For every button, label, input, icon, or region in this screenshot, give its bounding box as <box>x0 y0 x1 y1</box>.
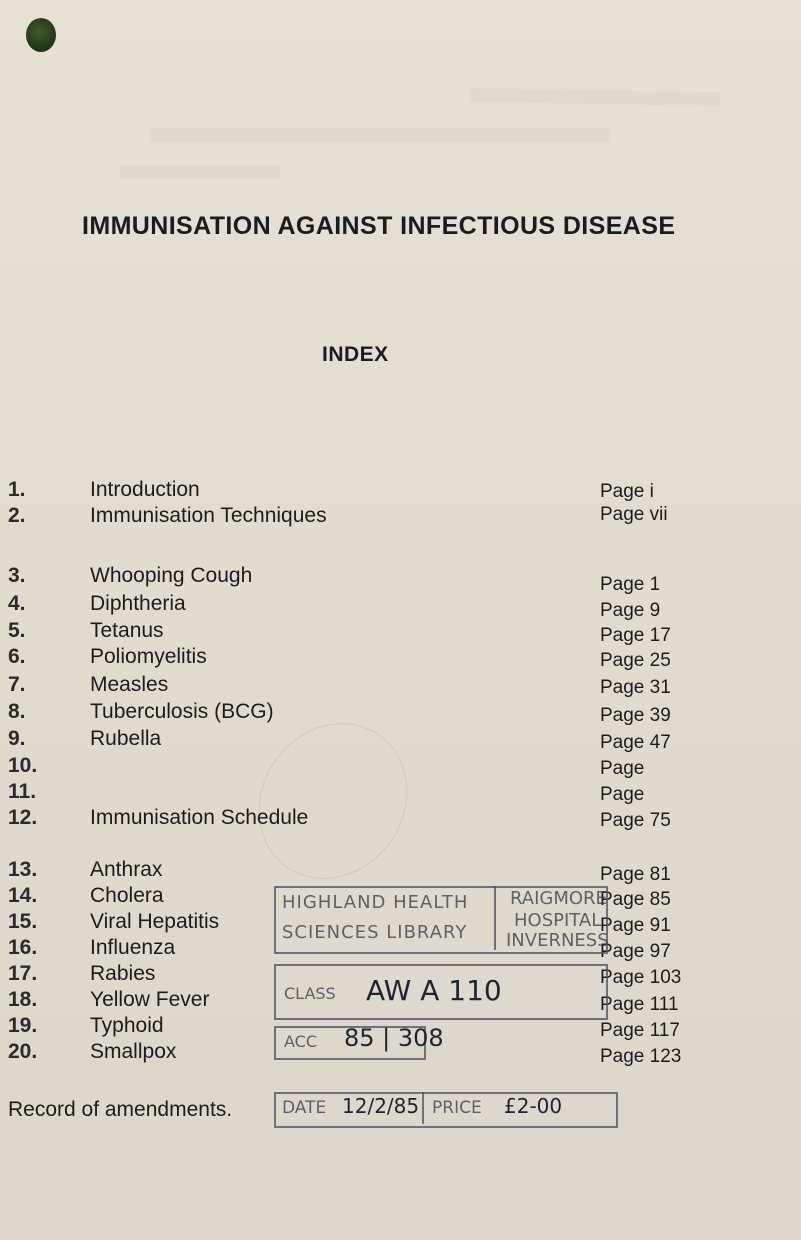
entry-number: 2. <box>8 504 26 527</box>
entry-title: Viral Hepatitis <box>90 910 220 933</box>
entry-number: 12. <box>8 806 38 829</box>
entry-number: 1. <box>8 478 26 501</box>
stamp-label: CLASS <box>284 984 336 1003</box>
entry-number: 4. <box>8 592 26 615</box>
entry-page: Page <box>600 758 645 779</box>
stamp-text: INVERNESS <box>506 930 609 951</box>
entry-title: Influenza <box>90 936 176 959</box>
stamp-handwritten-value: 85 | 308 <box>344 1024 444 1052</box>
entry-title: Tetanus <box>90 619 164 642</box>
index-heading: INDEX <box>322 343 389 366</box>
library-stamp <box>262 886 609 1064</box>
entry-page: Page i <box>600 481 654 502</box>
entry-page: Page 25 <box>600 650 671 671</box>
index-entry <box>0 592 801 622</box>
stamp-divider <box>494 886 496 950</box>
bleed-through <box>120 165 280 179</box>
stamp-label: PRICE <box>432 1098 482 1118</box>
entry-number: 11. <box>8 780 37 803</box>
entry-title: Immunisation Schedule <box>90 806 309 829</box>
entry-page: Page 9 <box>600 600 661 621</box>
entry-page: Page 75 <box>600 810 671 831</box>
index-entry <box>0 700 801 730</box>
stamp-handwritten-value: £2-00 <box>504 1094 563 1118</box>
index-entry <box>0 504 801 534</box>
entry-page: Page 123 <box>600 1046 682 1067</box>
entry-number: 17. <box>8 962 38 985</box>
entry-number: 6. <box>8 645 26 668</box>
punch-hole <box>26 18 56 52</box>
stamp-handwritten-value: AW A 110 <box>366 974 502 1007</box>
bleed-through <box>470 88 720 106</box>
entry-number: 10. <box>8 754 38 777</box>
entry-page: Page 85 <box>600 889 671 910</box>
entry-number: 20. <box>8 1040 38 1063</box>
stamp-label: ACC <box>284 1032 318 1051</box>
record-of-amendments: Record of amendments. <box>8 1098 233 1121</box>
entry-number: 18. <box>8 988 38 1011</box>
stamp-handwritten-value: 12/2/85 <box>342 1094 420 1118</box>
entry-page: Page 1 <box>600 574 661 595</box>
entry-page: Page 17 <box>600 625 671 646</box>
entry-title: Poliomyelitis <box>90 645 207 668</box>
library-stamp-row <box>262 1092 562 1132</box>
index-entry <box>0 727 801 757</box>
bleed-through <box>150 128 610 142</box>
entry-number: 14. <box>8 884 38 907</box>
entry-number: 9. <box>8 727 26 750</box>
entry-page: Page vii <box>600 504 668 525</box>
entry-number: 16. <box>8 936 38 959</box>
entry-title: Diphtheria <box>90 592 186 615</box>
stamp-text: SCIENCES LIBRARY <box>282 922 468 943</box>
document-title: IMMUNISATION AGAINST INFECTIOUS DISEASE <box>82 212 676 240</box>
entry-number: 8. <box>8 700 26 723</box>
stamp-divider <box>422 1092 424 1124</box>
entry-title: Typhoid <box>90 1014 164 1037</box>
entry-page: Page 97 <box>600 941 671 962</box>
entry-title: Introduction <box>90 478 200 501</box>
entry-page: Page 117 <box>600 1020 680 1041</box>
index-entry <box>0 673 801 703</box>
entry-title: Measles <box>90 673 169 696</box>
entry-number: 7. <box>8 673 26 696</box>
entry-title: Rubella <box>90 727 162 750</box>
entry-number: 5. <box>8 619 26 642</box>
entry-title: Anthrax <box>90 858 163 881</box>
stamp-text: HOSPITAL <box>514 910 602 931</box>
entry-title: Smallpox <box>90 1040 177 1063</box>
entry-page: Page 111 <box>600 994 679 1015</box>
entry-page: Page 103 <box>600 967 682 988</box>
entry-page: Page <box>600 784 645 805</box>
entry-page: Page 81 <box>600 864 671 885</box>
entry-title: Tuberculosis (BCG) <box>90 700 274 723</box>
entry-title: Whooping Cough <box>90 564 253 587</box>
entry-page: Page 47 <box>600 732 671 753</box>
stamp-label: DATE <box>282 1098 327 1118</box>
entry-title: Rabies <box>90 962 156 985</box>
entry-number: 15. <box>8 910 38 933</box>
entry-page: Page 39 <box>600 705 671 726</box>
entry-title: Cholera <box>90 884 164 907</box>
entry-page: Page 31 <box>600 677 671 698</box>
stamp-text: HIGHLAND HEALTH <box>282 892 469 913</box>
stamp-text: RAIGMORE <box>510 888 607 909</box>
entry-number: 13. <box>8 858 38 881</box>
entry-number: 3. <box>8 564 26 587</box>
entry-title: Immunisation Techniques <box>90 504 327 527</box>
index-entry <box>0 645 801 675</box>
entry-number: 19. <box>8 1014 38 1037</box>
entry-page: Page 91 <box>600 915 671 936</box>
index-entry <box>0 564 801 594</box>
entry-title: Yellow Fever <box>90 988 210 1011</box>
